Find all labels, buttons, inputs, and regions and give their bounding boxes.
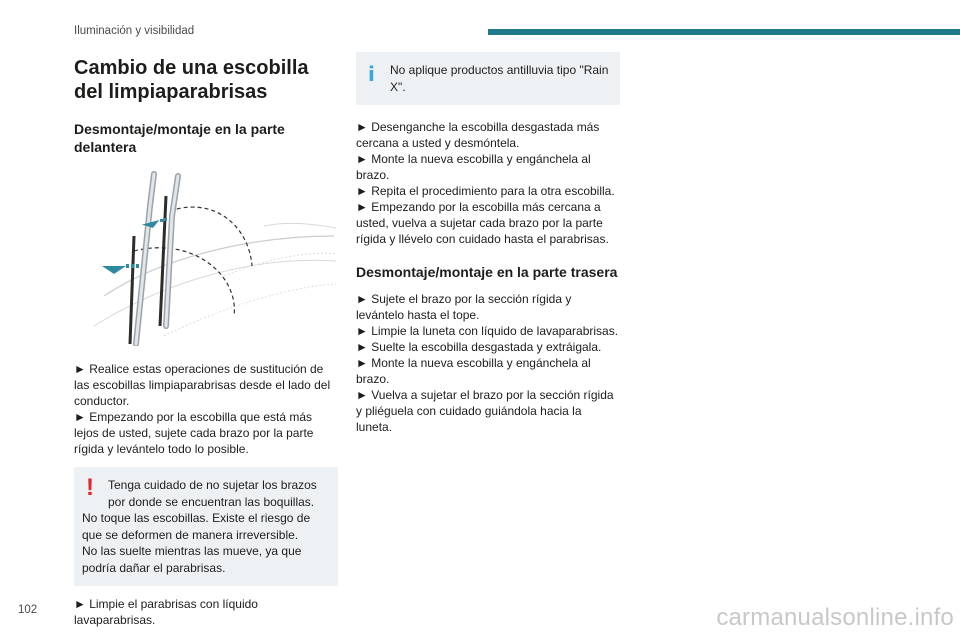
step-text: ► Suelte la escobilla desgastada y extráigala. — [356, 340, 602, 354]
info-icon: i — [368, 62, 375, 86]
page-title: Cambio de una escobilla del limpiaparabrisas — [74, 57, 309, 103]
warning-text: No las suelte mientras las mueve, ya que podría dañar el parabrisas. — [82, 544, 302, 575]
subtitle-rear: Desmontaje/montaje en la parte trasera — [356, 264, 618, 280]
info-note — [356, 52, 620, 105]
info-text: No aplique productos antilluvia tipo "Rain X". — [390, 63, 609, 94]
watermark: carmanualsonline.info — [716, 604, 954, 631]
step-text: ► Vuelva a sujetar el brazo por la sección rígida y pliéguela con cuidado guiándola hacia la luneta. — [356, 388, 614, 434]
subtitle-front: Desmontaje/montaje en la parte delantera — [74, 121, 285, 155]
step-text: ► Monte la nueva escobilla y engánchela al brazo. — [356, 152, 591, 182]
warning-note — [74, 467, 338, 586]
page-number: 102 — [18, 604, 38, 616]
warning-text: No toque las escobillas. Existe el riesgo de que se deformen de manera irreversible. — [82, 511, 311, 542]
section-header: Iluminación y visibilidad — [74, 25, 195, 37]
step-text: ► Monte la nueva escobilla y engánchela al brazo. — [356, 356, 591, 386]
step-text: ► Empezando por la escobilla más cercana a usted, vuelva a sujetar cada brazo por la parte rígida y llévelo con cuidado hasta el parabrisas. — [356, 200, 609, 246]
step-text: ► Realice estas operaciones de sustitución de las escobillas limpiaparabrisas desde el lado del conductor. — [74, 362, 331, 408]
step-text: ► Desenganche la escobilla desgastada más cercana a usted y desmóntela. — [356, 120, 600, 150]
left-column — [74, 56, 338, 628]
step-text: ► Limpie el parabrisas con líquido lavaparabrisas. — [74, 597, 258, 627]
right-column — [356, 52, 620, 435]
wiper-illustration — [74, 166, 338, 346]
step-text: ► Empezando por la escobilla que está más lejos de usted, sujete cada brazo por la parte rígida y levántelo todo lo posible. — [74, 410, 314, 456]
warning-text: Tenga cuidado de no sujetar los brazos por donde se encuentran las boquillas. — [108, 478, 317, 509]
step-text: ► Repita el procedimiento para la otra escobilla. — [356, 184, 615, 198]
header-accent-bar — [488, 29, 960, 35]
warning-icon: ! — [86, 474, 94, 501]
step-text: ► Sujete el brazo por la sección rígida y levántelo hasta el tope. — [356, 292, 572, 322]
step-text: ► Limpie la luneta con líquido de lavaparabrisas. — [356, 324, 619, 338]
